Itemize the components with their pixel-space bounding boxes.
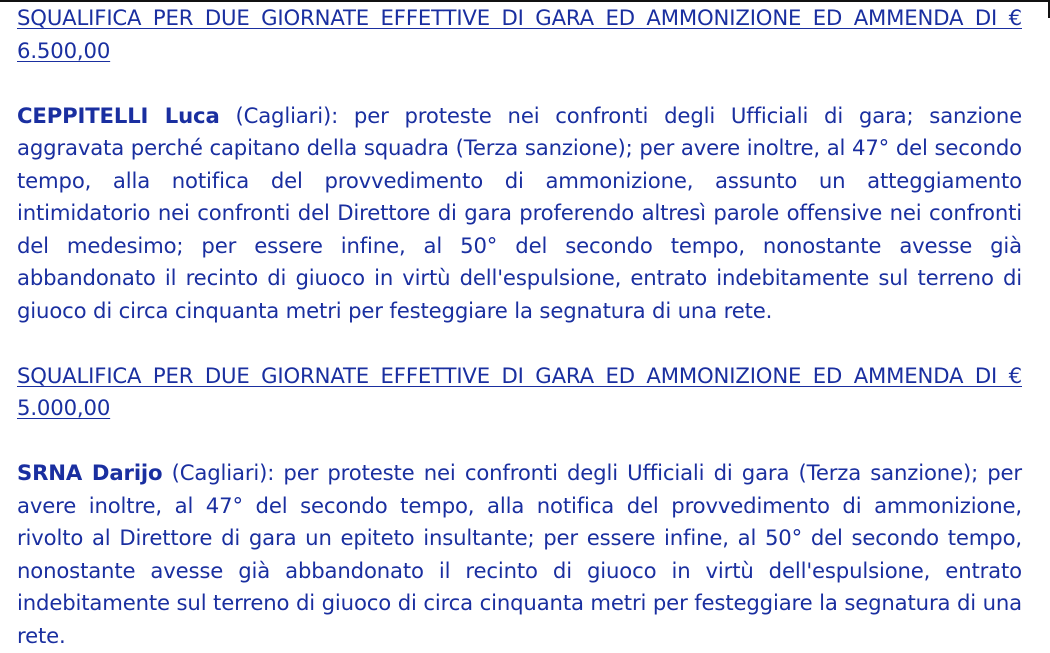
sanction-section [17,2,1022,327]
section-spacer [17,327,1022,360]
sanction-heading: SQUALIFICA PER DUE GIORNATE EFFETTIVE DI GARA ED AMMONIZIONE ED AMMENDA DI € 6.500,00 [17,5,1022,63]
sanction-paragraph [17,100,1022,328]
paragraph-spacer [17,425,1022,458]
sanction-heading: SQUALIFICA PER DUE GIORNATE EFFETTIVE DI GARA ED AMMONIZIONE ED AMMENDA DI € 5.000,00 [17,362,1022,420]
sanction-text: (Cagliari): per proteste nei confronti degli Ufficiali di gara; sanzione aggravata perché capitano della squadra (Terza sanzione); per avere inoltre, al 47° del secondo tempo, alla notifica del provvedimento di ammonizione, assunto un atteggiamento intimidatorio nei confronti del Direttore di gara proferendo altresì parole offensive nei confronti del medesimo; per essere infine, al 50° del secondo tempo, nonostante avesse già abbandonato il recinto di giuoco in virtù dell'espulsione, entrato indebitamente sul terreno di giuoco di circa cinquanta metri per festeggiare la segnatura di una rete. [17,102,1022,323]
sanction-section [17,360,1022,653]
sanction-text: (Cagliari): per proteste nei confronti degli Ufficiali di gara (Terza sanzione); per avere inoltre, al 47° del secondo tempo, alla notifica del provvedimento di ammonizione, rivolto al Direttore di gara un epiteto insultante; per essere infine, al 50° del secondo tempo, nonostante avesse già abbandonato il recinto di giuoco in virtù dell'espulsione, entrato indebitamente sul terreno di giuoco di circa cinquanta metri per festeggiare la segnatura di una rete. [17,460,1022,648]
player-name: CEPPITELLI Luca [17,102,220,128]
sanction-paragraph [17,457,1022,652]
disciplinary-document [17,2,1022,652]
paragraph-spacer [17,67,1022,100]
player-name: SRNA Darijo [17,460,163,485]
